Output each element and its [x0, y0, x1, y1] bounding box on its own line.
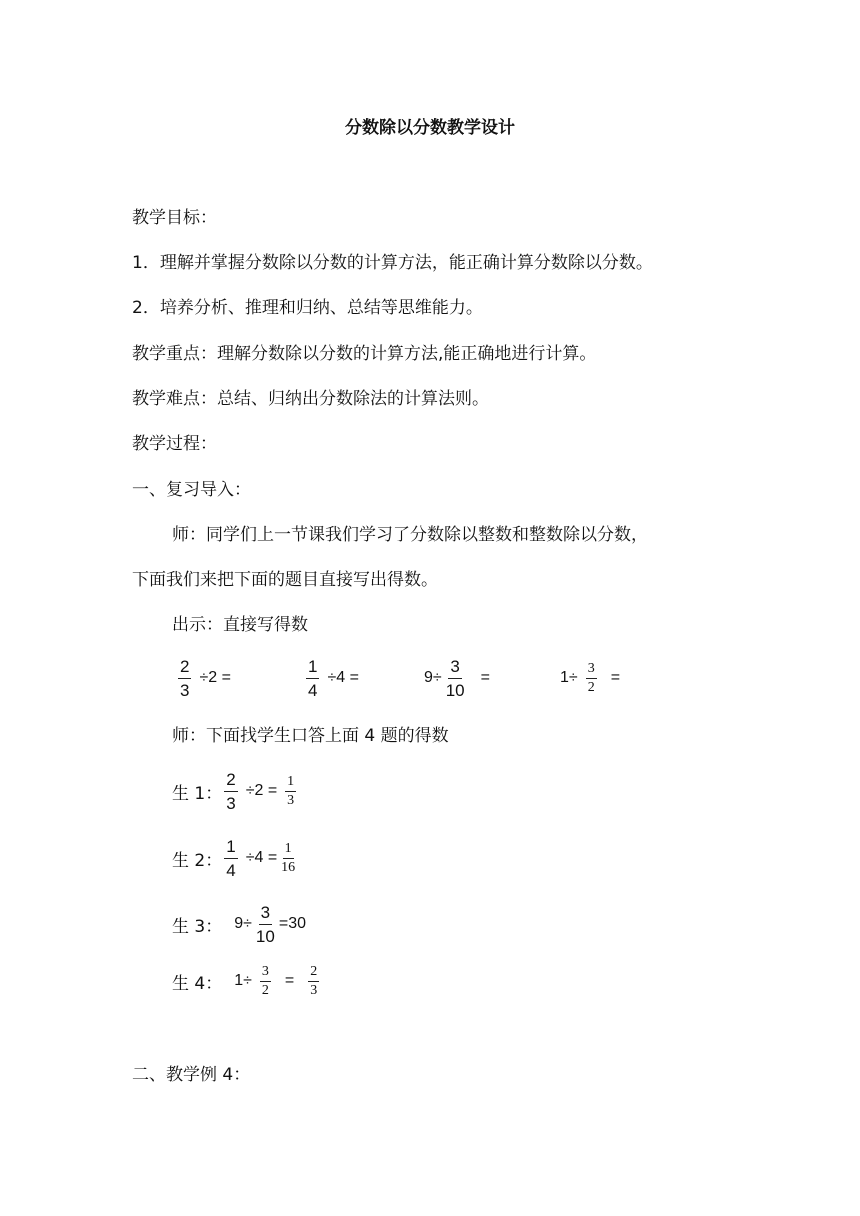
teacher-paragraph-line-2: 下面我们来把下面的题目直接写出得数。: [132, 570, 438, 590]
fraction: $\frac{1}{4}$: [226, 836, 236, 880]
fraction: $\frac{2}{3}$: [180, 656, 190, 700]
key-point: 教学重点：理解分数除以分数的计算方法,能正确地进行计算。: [132, 344, 597, 364]
goal-heading: 教学目标：: [132, 208, 217, 228]
result-fraction: $\frac{1}{3}$: [287, 773, 295, 808]
answer-3: 生 3： 9÷ $\frac{3}{10}$ =30: [172, 902, 306, 946]
exercise-3: 9÷ $\frac{3}{10}$ =: [424, 656, 490, 700]
difficulty: 教学难点：总结、归纳出分数除法的计算法则。: [132, 389, 489, 409]
exercise-2: $\frac{1}{4}$ ÷4 =: [308, 656, 359, 700]
teacher-ask: 师：下面找学生口答上面 4 题的得数: [172, 726, 449, 746]
fraction: $\frac{1}{4}$: [308, 656, 318, 700]
fraction: $\frac{3}{10}$: [445, 656, 465, 700]
answer-2: 生 2： $\frac{1}{4}$ ÷4 = $\frac{1}{16}$: [172, 836, 296, 880]
show-line: 出示：直接写得数: [172, 615, 308, 635]
fraction: $\frac{3}{2}$: [587, 660, 595, 695]
section-2-heading: 二、教学例 4：: [132, 1065, 251, 1085]
result-fraction: $\frac{2}{3}$: [310, 963, 318, 998]
section-1-heading: 一、复习导入：: [132, 480, 251, 500]
teacher-paragraph-line-1: 师：同学们上一节课我们学习了分数除以整数和整数除以分数，: [172, 525, 648, 545]
fraction: $\frac{3}{2}$: [261, 963, 269, 998]
fraction: $\frac{2}{3}$: [226, 769, 236, 813]
exercise-4: 1÷ $\frac{3}{2}$ =: [560, 660, 621, 695]
result-fraction: $\frac{1}{16}$: [281, 840, 296, 875]
document-title: 分数除以分数教学设计: [345, 118, 515, 138]
exercise-1: $\frac{2}{3}$ ÷2 =: [180, 656, 231, 700]
goal-item-1: 1．理解并掌握分数除以分数的计算方法，能正确计算分数除以分数。: [132, 253, 653, 273]
fraction: $\frac{3}{10}$: [255, 902, 275, 946]
process-heading: 教学过程：: [132, 434, 217, 454]
goal-item-2: 2．培养分析、推理和归纳、总结等思维能力。: [132, 298, 483, 318]
answer-4: 生 4： 1÷ $\frac{3}{2}$ = $\frac{2}{3}$: [172, 963, 318, 998]
answer-1: 生 1： $\frac{2}{3}$ ÷2 = $\frac{1}{3}$: [172, 769, 295, 813]
